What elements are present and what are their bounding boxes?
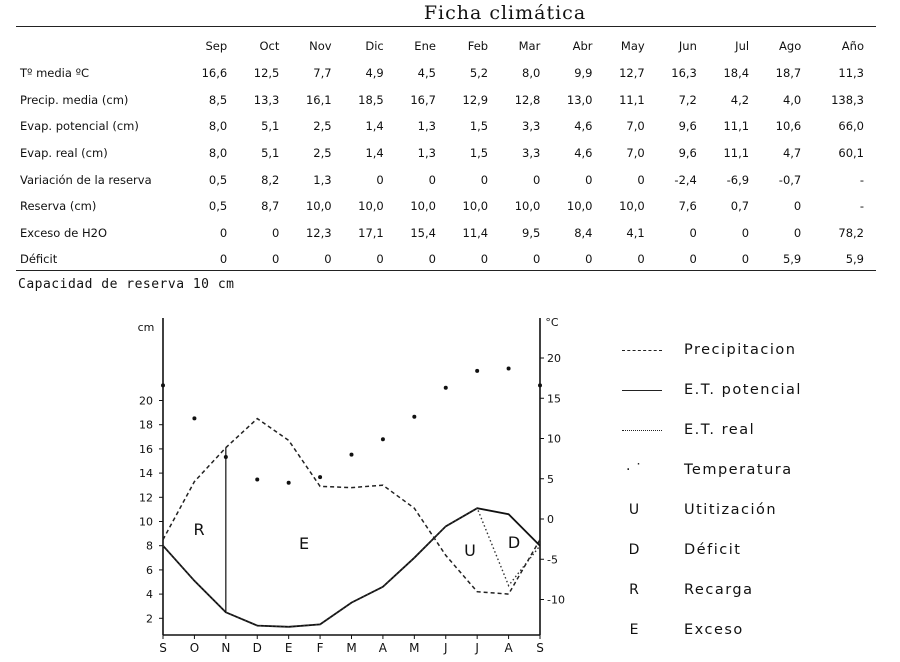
col-header: Ene (414, 39, 436, 53)
table-cell: 4,7 (782, 146, 802, 161)
table-cell: 8,0 (208, 146, 228, 161)
col-header: Sep (205, 39, 228, 53)
table-cell: 1,3 (417, 119, 436, 134)
temperature-point (507, 366, 511, 370)
table-cell: 4,9 (365, 66, 384, 81)
right-tick-label: 5 (547, 472, 554, 486)
x-tick-label: S (159, 641, 167, 655)
table-cell: 4,6 (574, 146, 593, 161)
x-tick-label: A (504, 641, 513, 655)
table-cell: -0,7 (778, 172, 802, 187)
table-cell: 10,0 (358, 199, 384, 214)
table-cell: 16,7 (410, 92, 436, 107)
table-cell: 0 (376, 252, 384, 267)
row-label: Evap. potencial (cm) (20, 119, 139, 134)
col-header: Jun (678, 39, 697, 53)
left-tick-label: 6 (146, 563, 153, 577)
left-tick-label: 2 (146, 612, 153, 626)
table-cell: 0 (480, 172, 489, 187)
letter-e-symbol: E (629, 622, 639, 638)
x-tick-label: N (221, 641, 231, 655)
table-cell: 16,6 (201, 66, 228, 81)
table-cell: 60,1 (838, 146, 864, 161)
table-cell: 10,0 (514, 199, 541, 214)
temperature-point (412, 415, 416, 419)
left-axis-title: cm (137, 321, 155, 334)
table-cell: 10,0 (305, 199, 332, 214)
table-cell: 0 (741, 252, 750, 267)
left-tick-label: 16 (139, 442, 153, 456)
table-cell: 0 (480, 252, 489, 267)
table-cell: 0,5 (208, 172, 228, 187)
table-cell: 0 (793, 199, 802, 214)
page-title: Ficha climática (423, 2, 587, 24)
col-header: Ago (779, 39, 802, 53)
table-cell: 0 (585, 252, 593, 267)
temperature-point (255, 478, 259, 482)
col-header: Abr (572, 39, 593, 53)
table-cell: 0 (428, 252, 436, 267)
legend-item-recarga: R Recarga (608, 580, 868, 600)
table-cell: 1,4 (365, 119, 384, 134)
region-label-d: D (507, 533, 521, 552)
table-cell: 1,4 (365, 146, 384, 161)
table-cell: 1,5 (469, 146, 489, 161)
table-cell: 4,0 (782, 92, 802, 107)
right-tick-label: 15 (547, 392, 561, 406)
left-tick-label: 18 (139, 418, 153, 432)
x-tick-label: M (346, 641, 357, 655)
table-cell: 0 (793, 225, 802, 240)
right-tick-label: -10 (547, 593, 565, 607)
table-cell: 3,3 (522, 146, 541, 161)
chart-axes (138, 316, 565, 655)
table-cell: 13,3 (253, 92, 280, 107)
table-cell: 4,5 (417, 66, 436, 81)
table-cell: 16,3 (671, 66, 697, 81)
table-cell: 11,4 (462, 225, 489, 240)
table-cell: 5,2 (469, 66, 489, 81)
left-tick-label: 14 (139, 467, 153, 481)
table-cell: 17,1 (358, 225, 384, 240)
table-cell: 0 (585, 172, 593, 187)
temperature-point (161, 383, 165, 387)
letter-u-symbol: U (628, 502, 640, 518)
right-axis-title: °C (545, 316, 559, 329)
table-cell: 18,5 (358, 92, 384, 107)
col-header: Dic (365, 39, 384, 53)
table-cell: 5,9 (782, 252, 802, 267)
table-cell: 2,5 (313, 119, 332, 134)
region-label-r: R (193, 520, 205, 539)
table-cell: 0 (532, 172, 541, 187)
table-cell: 18,7 (775, 66, 802, 81)
chart-marks (161, 366, 542, 626)
table-cell: 11,1 (619, 92, 645, 107)
right-tick-label: -5 (547, 553, 558, 567)
table-cell: 10,6 (775, 119, 802, 134)
region-label-u: U (464, 541, 476, 560)
table-cell: 0 (324, 252, 332, 267)
temperature-point (444, 386, 448, 390)
x-tick-label: A (378, 641, 388, 655)
table-cell: 0 (637, 252, 645, 267)
x-tick-label: S (536, 641, 544, 655)
temperature-point (538, 383, 542, 387)
table-cell: 9,6 (678, 146, 697, 161)
table-cell: 0,7 (730, 199, 750, 214)
solid-line-icon (622, 390, 662, 391)
left-tick-label: 10 (139, 515, 153, 529)
table-cell: 8,2 (261, 172, 280, 187)
row-label: Déficit (20, 252, 58, 267)
table-cell: 11,1 (723, 119, 750, 134)
table-cell: 2,5 (313, 146, 332, 161)
table-cell: 5,9 (845, 252, 864, 267)
letter-r-symbol: R (629, 582, 639, 598)
x-tick-label: J (443, 641, 448, 655)
row-label: Precip. media (cm) (20, 92, 129, 107)
table-cell: 1,5 (469, 119, 489, 134)
region-label-e: E (298, 534, 310, 553)
right-tick-label: 0 (547, 513, 554, 526)
temperature-point (318, 475, 322, 479)
col-header: Año (841, 39, 864, 53)
reserve-capacity-caption: Capacidad de reserva 10 cm (18, 277, 235, 292)
precipitacion-line (163, 419, 540, 594)
x-tick-label: O (189, 641, 200, 655)
table-cell: 138,3 (831, 92, 864, 107)
legend-item-temperatura: · ˙ Temperatura (608, 460, 868, 480)
col-header: Feb (467, 39, 489, 53)
table-cell: 78,2 (838, 225, 864, 240)
dotted-line-icon (622, 430, 662, 431)
table-cell: 5,1 (261, 146, 280, 161)
x-tick-label: D (252, 641, 262, 655)
table-cell: 8,7 (261, 199, 280, 214)
table-cell: 0 (689, 252, 697, 267)
left-tick-label: 4 (146, 588, 153, 602)
table-cell: 0 (219, 225, 228, 240)
table-cell: 15,4 (410, 225, 436, 240)
table-cell: 8,5 (208, 92, 228, 107)
table-cell: 10,0 (410, 199, 436, 214)
table-cell: 13,0 (566, 92, 593, 107)
e-t-potencial-line (163, 508, 540, 627)
left-tick-label: 20 (139, 394, 153, 408)
table-cell: 7,0 (626, 146, 645, 161)
table-cell: 8,4 (574, 225, 593, 240)
col-header: Mar (518, 39, 541, 53)
legend-item-precipitation: Precipitacion (608, 340, 868, 360)
legend-item-exceso: E Exceso (608, 620, 868, 640)
table-cell: 18,4 (723, 66, 750, 81)
table-cell: 11,3 (838, 66, 864, 81)
table-cell: 5,1 (261, 119, 280, 134)
legend-item-utilizacion: U Utitización (608, 500, 868, 520)
table-cell: - (859, 172, 864, 187)
table-cell: 8,0 (208, 119, 228, 134)
table-cell: 12,3 (305, 225, 332, 240)
table-cell: 0 (272, 252, 280, 267)
right-tick-label: 10 (547, 432, 561, 446)
table-cell: 9,5 (522, 225, 541, 240)
right-tick-label: 20 (547, 352, 561, 365)
table-cell: 0 (376, 172, 384, 187)
col-header: Jul (735, 39, 750, 53)
table-cell: 1,3 (313, 172, 332, 187)
table-cell: 4,1 (626, 225, 645, 240)
table-cell: - (859, 199, 864, 214)
table-cell: -2,4 (674, 172, 697, 187)
table-cell: 7,2 (678, 92, 697, 107)
table-cell: 9,6 (678, 119, 697, 134)
x-tick-label: J (475, 641, 479, 655)
temperature-point (192, 416, 196, 420)
col-header: Oct (259, 39, 280, 53)
table-cell: 4,6 (574, 119, 593, 134)
letter-d-symbol: D (628, 542, 640, 558)
table-cell: 7,6 (678, 199, 697, 214)
table-cell: 12,9 (462, 92, 489, 107)
table-cell: 0 (272, 225, 280, 240)
x-tick-label: M (409, 641, 420, 655)
row-label: Evap. real (cm) (20, 146, 108, 161)
table-cell: 1,3 (417, 146, 436, 161)
dot-markers-icon: · ˙ (626, 462, 642, 478)
table-cell: 7,0 (626, 119, 645, 134)
table-cell: 12,5 (253, 66, 280, 81)
row-label: Tº media ºC (20, 66, 90, 81)
legend-item-et-real: E.T. real (608, 420, 868, 440)
row-label: Exceso de H2O (20, 225, 107, 240)
dashed-line-icon (622, 350, 662, 351)
table-cell: 66,0 (838, 119, 864, 134)
temperature-point (287, 481, 291, 485)
table-cell: 11,1 (723, 146, 750, 161)
x-tick-label: F (316, 641, 324, 655)
table-cell: 0 (637, 172, 645, 187)
table-cell: 0 (689, 225, 697, 240)
col-header: May (620, 39, 645, 53)
table-cell: 12,8 (514, 92, 541, 107)
table-cell: 0,5 (208, 199, 228, 214)
table-cell: 7,7 (313, 66, 332, 81)
table-cell: -6,9 (726, 172, 750, 187)
table-cell: 10,0 (566, 199, 593, 214)
row-label: Variación de la reserva (20, 172, 152, 187)
col-header: Nov (309, 39, 332, 53)
table-cell: 10,0 (462, 199, 489, 214)
temperature-point (475, 369, 479, 373)
x-tick-label: E (284, 641, 293, 655)
legend-item-et-potencial: E.T. potencial (608, 380, 868, 400)
table-cell: 0 (219, 252, 228, 267)
table-cell: 12,7 (619, 66, 645, 81)
table-cell: 16,1 (305, 92, 332, 107)
table-cell: 10,0 (619, 199, 645, 214)
table-cell: 3,3 (522, 119, 541, 134)
left-tick-label: 12 (139, 491, 153, 505)
table-cell: 0 (532, 252, 541, 267)
legend-item-deficit: D Déficit (608, 540, 868, 560)
table-cell: 0 (428, 172, 436, 187)
table-cell: 9,9 (574, 66, 593, 81)
row-label: Reserva (cm) (20, 199, 97, 214)
temperature-point (381, 437, 385, 441)
temperature-point (350, 453, 354, 457)
left-tick-label: 8 (146, 539, 153, 553)
table-cell: 8,0 (522, 66, 541, 81)
e-t-real-line (163, 508, 540, 627)
table-cell: 4,2 (730, 92, 750, 107)
table-cell: 0 (741, 225, 750, 240)
